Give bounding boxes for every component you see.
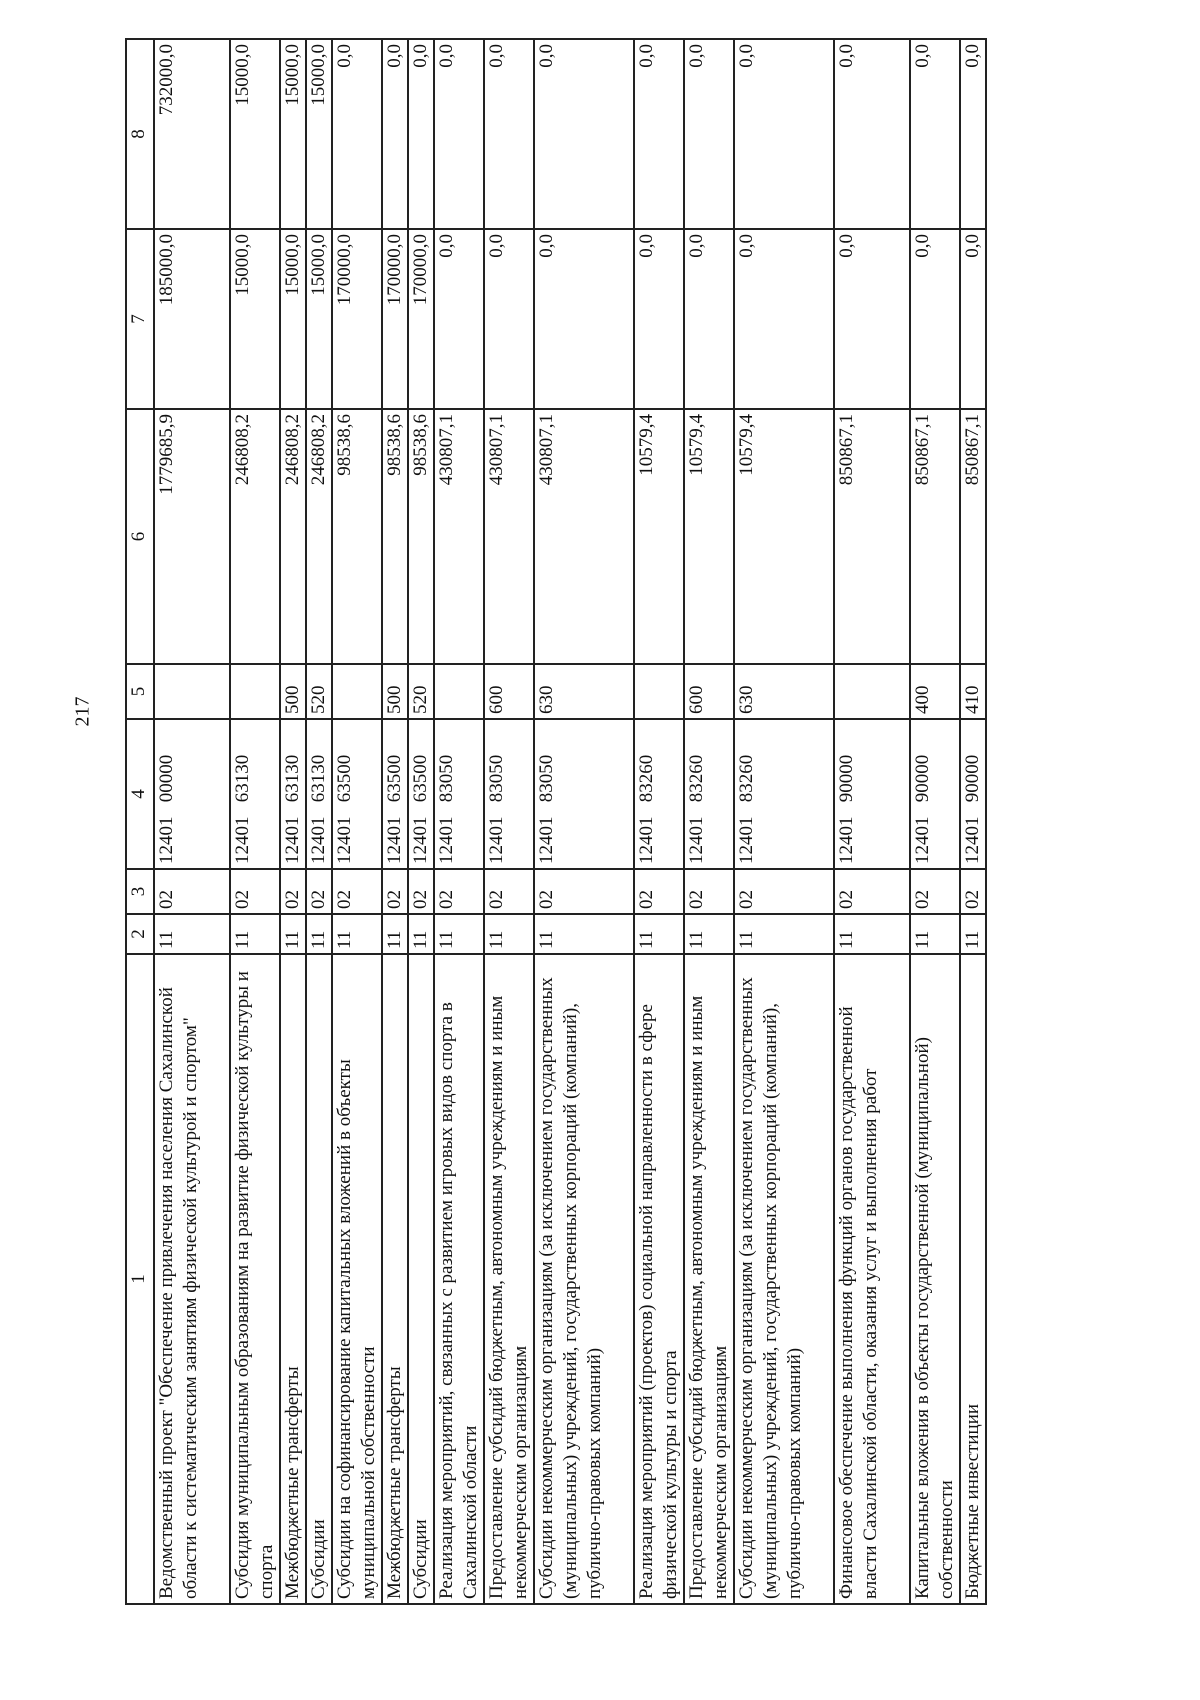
row-name-cell: Бюджетные инвестиции [960,954,986,1604]
row-name-cell: Субсидии некоммерческим организациям (за исключением государственных (муниципальных) учреждений, государственных корпораций (компаний), публично-правовых компаний) [734,954,834,1604]
table-row [230,39,280,1604]
amount-col-6-cell: 246808,2 [280,409,306,664]
row-name-cell: Субсидии на софинансирование капитальных вложений в объекты муниципальной собственности [332,954,382,1604]
row-name-cell: Межбюджетные трансферты [382,954,408,1604]
table-row [684,39,734,1604]
table-row [834,39,910,1604]
amount-col-8-cell: 0,0 [484,39,534,229]
row-name-cell: Финансовое обеспечение выполнения функций органов государственной власти Сахалинской области, оказания услуг и выполнения работ [834,954,910,1604]
amount-col-7-cell: 15000,0 [280,229,306,409]
amount-col-7-cell: 0,0 [634,229,684,409]
amount-col-7-cell: 0,0 [684,229,734,409]
amount-col-8-cell: 732000,0 [154,39,230,229]
amount-col-6-cell: 10579,4 [634,409,684,664]
table-header-row [126,39,154,1604]
budget-table [125,38,987,1605]
expense-type-cell: 600 [684,664,734,719]
table-row [382,39,408,1604]
subsection-cell: 02 [154,869,230,914]
subsection-cell: 02 [734,869,834,914]
amount-col-8-cell: 15000,0 [230,39,280,229]
subsection-cell: 02 [960,869,986,914]
subsection-cell: 02 [280,869,306,914]
amount-col-7-cell: 0,0 [534,229,634,409]
header-col-3: 3 [126,869,154,914]
amount-col-7-cell: 0,0 [834,229,910,409]
section-cell: 11 [634,914,684,954]
amount-col-8-cell: 0,0 [910,39,960,229]
table-row [332,39,382,1604]
target-article-cell: 12401 83050 [484,719,534,869]
amount-col-6-cell: 98538,6 [332,409,382,664]
section-cell: 11 [684,914,734,954]
target-article-cell: 12401 63130 [280,719,306,869]
target-article-cell: 12401 83260 [734,719,834,869]
table-row [634,39,684,1604]
amount-col-8-cell: 0,0 [382,39,408,229]
subsection-cell: 02 [910,869,960,914]
amount-col-6-cell: 246808,2 [306,409,332,664]
header-col-4: 4 [126,719,154,869]
header-col-8: 8 [126,39,154,229]
subsection-cell: 02 [306,869,332,914]
amount-col-7-cell: 15000,0 [230,229,280,409]
expense-type-cell: 630 [734,664,834,719]
row-name-cell: Субсидии некоммерческим организациям (за исключением государственных (муниципальных) учреждений, государственных корпораций (компаний), публично-правовых компаний) [534,954,634,1604]
amount-col-6-cell: 10579,4 [734,409,834,664]
row-name-cell: Предоставление субсидий бюджетным, автономным учреждениям и иным некоммерческим организациям [684,954,734,1604]
header-col-7: 7 [126,229,154,409]
amount-col-7-cell: 170000,0 [382,229,408,409]
section-cell: 11 [534,914,634,954]
table-row [484,39,534,1604]
target-article-cell: 12401 90000 [960,719,986,869]
amount-col-7-cell: 170000,0 [408,229,434,409]
target-article-cell: 12401 83050 [434,719,484,869]
row-name-cell: Предоставление субсидий бюджетным, автономным учреждениям и иным некоммерческим организациям [484,954,534,1604]
amount-col-8-cell: 15000,0 [306,39,332,229]
header-col-1: 1 [126,954,154,1604]
target-article-cell: 12401 63500 [332,719,382,869]
expense-type-cell: 500 [382,664,408,719]
header-col-5: 5 [126,664,154,719]
row-name-cell: Капитальные вложения в объекты государственной (муниципальной) собственности [910,954,960,1604]
amount-col-8-cell: 0,0 [408,39,434,229]
section-cell: 11 [306,914,332,954]
subsection-cell: 02 [382,869,408,914]
expense-type-cell [154,664,230,719]
amount-col-7-cell: 0,0 [960,229,986,409]
subsection-cell: 02 [484,869,534,914]
target-article-cell: 12401 90000 [910,719,960,869]
expense-type-cell: 520 [306,664,332,719]
amount-col-8-cell: 15000,0 [280,39,306,229]
amount-col-7-cell: 15000,0 [306,229,332,409]
expense-type-cell: 410 [960,664,986,719]
table-body [154,39,986,1604]
row-name-cell: Субсидии [306,954,332,1604]
expense-type-cell [434,664,484,719]
amount-col-6-cell: 430807,1 [534,409,634,664]
section-cell: 11 [230,914,280,954]
amount-col-8-cell: 0,0 [960,39,986,229]
target-article-cell: 12401 90000 [834,719,910,869]
amount-col-6-cell: 10579,4 [684,409,734,664]
expense-type-cell: 400 [910,664,960,719]
subsection-cell: 02 [408,869,434,914]
amount-col-8-cell: 0,0 [634,39,684,229]
amount-col-8-cell: 0,0 [834,39,910,229]
expense-type-cell: 500 [280,664,306,719]
row-name-cell: Межбюджетные трансферты [280,954,306,1604]
amount-col-8-cell: 0,0 [734,39,834,229]
section-cell: 11 [154,914,230,954]
table-row [434,39,484,1604]
amount-col-6-cell: 850867,1 [834,409,910,664]
table-row [280,39,306,1604]
expense-type-cell: 630 [534,664,634,719]
target-article-cell: 12401 83050 [534,719,634,869]
amount-col-6-cell: 430807,1 [484,409,534,664]
table-row [734,39,834,1604]
table-row [408,39,434,1604]
header-col-6: 6 [126,409,154,664]
amount-col-6-cell: 98538,6 [408,409,434,664]
target-article-cell: 12401 63500 [408,719,434,869]
expense-type-cell [634,664,684,719]
amount-col-7-cell: 0,0 [734,229,834,409]
amount-col-8-cell: 0,0 [332,39,382,229]
target-article-cell: 12401 63500 [382,719,408,869]
row-name-cell: Реализация мероприятий, связанных с развитием игровых видов спорта в Сахалинской области [434,954,484,1604]
section-cell: 11 [408,914,434,954]
section-cell: 11 [332,914,382,954]
table-row [960,39,986,1604]
table-sheet [125,40,1200,1605]
row-name-cell: Реализация мероприятий (проектов) социальной направленности в сфере физической культуры и спорта [634,954,684,1604]
section-cell: 11 [910,914,960,954]
target-article-cell: 12401 00000 [154,719,230,869]
table-row [154,39,230,1604]
section-cell: 11 [960,914,986,954]
subsection-cell: 02 [634,869,684,914]
expense-type-cell: 520 [408,664,434,719]
subsection-cell: 02 [230,869,280,914]
subsection-cell: 02 [834,869,910,914]
table-row [534,39,634,1604]
section-cell: 11 [280,914,306,954]
expense-type-cell [332,664,382,719]
table-row [910,39,960,1604]
target-article-cell: 12401 63130 [230,719,280,869]
table-row [306,39,332,1604]
subsection-cell: 02 [332,869,382,914]
subsection-cell: 02 [684,869,734,914]
table-rotator [125,40,1200,1605]
amount-col-8-cell: 0,0 [684,39,734,229]
section-cell: 11 [484,914,534,954]
amount-col-6-cell: 1779685,9 [154,409,230,664]
row-name-cell: Субсидия муниципальным образованиям на развитие физической культуры и спорта [230,954,280,1604]
expense-type-cell [230,664,280,719]
page-number: 217 [71,696,94,727]
amount-col-7-cell: 0,0 [910,229,960,409]
target-article-cell: 12401 63130 [306,719,332,869]
section-cell: 11 [382,914,408,954]
amount-col-6-cell: 98538,6 [382,409,408,664]
amount-col-6-cell: 430807,1 [434,409,484,664]
amount-col-7-cell: 185000,0 [154,229,230,409]
row-name-cell: Ведомственный проект "Обеспечение привлечения населения Сахалинской области к систематическим занятиям физической культурой и спортом" [154,954,230,1604]
amount-col-6-cell: 850867,1 [960,409,986,664]
subsection-cell: 02 [534,869,634,914]
section-cell: 11 [834,914,910,954]
target-article-cell: 12401 83260 [634,719,684,869]
section-cell: 11 [734,914,834,954]
amount-col-7-cell: 170000,0 [332,229,382,409]
target-article-cell: 12401 83260 [684,719,734,869]
expense-type-cell: 600 [484,664,534,719]
expense-type-cell [834,664,910,719]
amount-col-6-cell: 850867,1 [910,409,960,664]
row-name-cell: Субсидии [408,954,434,1604]
section-cell: 11 [434,914,484,954]
amount-col-7-cell: 0,0 [484,229,534,409]
amount-col-6-cell: 246808,2 [230,409,280,664]
header-col-2: 2 [126,914,154,954]
amount-col-8-cell: 0,0 [434,39,484,229]
amount-col-7-cell: 0,0 [434,229,484,409]
subsection-cell: 02 [434,869,484,914]
amount-col-8-cell: 0,0 [534,39,634,229]
